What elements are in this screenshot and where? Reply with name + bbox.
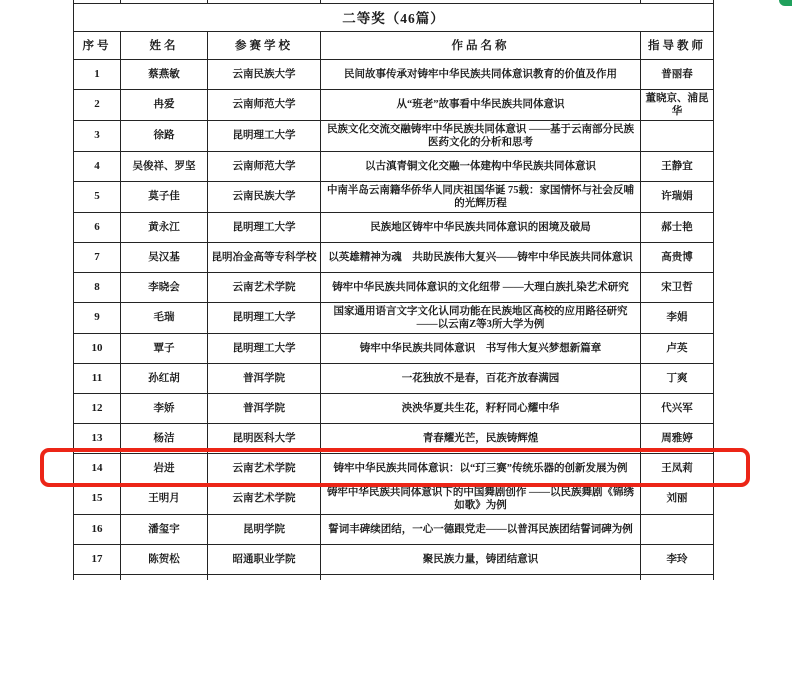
table-row (74, 302, 714, 333)
cell-work-title: 青春耀光芒，民族铸辉煌 (321, 423, 641, 453)
table-row (74, 483, 714, 514)
table-row (74, 393, 714, 423)
table-foot-group (74, 574, 714, 580)
cell-work-title: 聚民族力量，铸团结意识 (321, 544, 641, 574)
header-row (74, 31, 714, 59)
table-row (74, 514, 714, 544)
cell-serial: 7 (74, 242, 121, 272)
column-header-serial: 序号 (74, 31, 121, 59)
cell-advisor: 丁爽 (641, 363, 714, 393)
cell-school: 昆明理工大学 (208, 302, 321, 333)
cell-advisor: 李娟 (641, 302, 714, 333)
cell-work-title: 铸牢中华民族共同体意识下的中国舞剧创作 ——以民族舞剧《锦绣如歌》为例 (321, 483, 641, 514)
cell-school: 云南艺术学院 (208, 272, 321, 302)
cell-school: 昆明学院 (208, 514, 321, 544)
cell-school: 昆明冶金高等专科学校 (208, 242, 321, 272)
column-header-work-title: 作品名称 (321, 31, 641, 59)
column-header-school: 参赛学校 (208, 31, 321, 59)
cell-advisor (641, 120, 714, 151)
cell-work-title: 国家通用语言文字文化认同功能在民族地区高校的应用路径研究——以云南Z等3所大学为例 (321, 302, 641, 333)
cell-work-title: 一花独放不是春，百花齐放春满园 (321, 363, 641, 393)
cell-school: 普洱学院 (208, 393, 321, 423)
cell-advisor (641, 514, 714, 544)
cell-advisor: 董晓京、浦昆华 (641, 89, 714, 120)
green-corner-shape (779, 0, 792, 6)
cell-serial: 5 (74, 181, 121, 212)
cell-school: 昆明理工大学 (208, 120, 321, 151)
cell-school: 云南师范大学 (208, 89, 321, 120)
table-row (74, 363, 714, 393)
cell-work-title: 民族地区铸牢中华民族共同体意识的困境及破局 (321, 212, 641, 242)
cell-serial: 10 (74, 333, 121, 363)
table-row (74, 242, 714, 272)
cell-school: 云南民族大学 (208, 181, 321, 212)
cell-name: 徐路 (121, 120, 208, 151)
cell-work-title: 以古滇青铜文化交融一体建构中华民族共同体意识 (321, 151, 641, 181)
cell-work-title: 铸牢中华民族共同体意识 书写伟大复兴梦想新篇章 (321, 333, 641, 363)
fragment-cell (641, 574, 714, 580)
cell-advisor: 王静宜 (641, 151, 714, 181)
cell-work-title: 民族文化交流交融铸牢中华民族共同体意识 ——基于云南部分民族医药文化的分析和思考 (321, 120, 641, 151)
cell-name: 吴汉基 (121, 242, 208, 272)
table-row (74, 120, 714, 151)
cell-work-title: 铸牢中华民族共同体意识的文化纽带 ——大理白族扎染艺术研究 (321, 272, 641, 302)
cell-work-title: 中南半岛云南籍华侨华人同庆祖国华诞 75载：家国情怀与社会反哺的光辉历程 (321, 181, 641, 212)
table-row (74, 423, 714, 453)
table-row (74, 181, 714, 212)
cell-name: 陈贺松 (121, 544, 208, 574)
cell-advisor: 代兴军 (641, 393, 714, 423)
cell-serial: 14 (74, 453, 121, 483)
cell-advisor: 刘丽 (641, 483, 714, 514)
cell-name: 岩进 (121, 453, 208, 483)
cell-name: 潘玺宇 (121, 514, 208, 544)
cell-school: 云南艺术学院 (208, 453, 321, 483)
cell-name: 覃子 (121, 333, 208, 363)
cell-serial: 1 (74, 59, 121, 89)
cell-advisor: 宋卫哲 (641, 272, 714, 302)
cell-work-title: 以英雄精神为魂 共助民族伟大复兴——铸牢中华民族共同体意识 (321, 242, 641, 272)
cell-name: 蔡燕敏 (121, 59, 208, 89)
cell-name: 王明月 (121, 483, 208, 514)
cell-advisor: 郝士艳 (641, 212, 714, 242)
cell-serial: 17 (74, 544, 121, 574)
table-row (74, 333, 714, 363)
cell-name: 吴俊祥、罗坚 (121, 151, 208, 181)
cell-advisor: 许瑞娟 (641, 181, 714, 212)
cell-serial: 11 (74, 363, 121, 393)
awards-table (73, 0, 714, 580)
cell-school: 普洱学院 (208, 363, 321, 393)
table-body (74, 59, 714, 574)
cell-school: 昆明理工大学 (208, 212, 321, 242)
cell-serial: 15 (74, 483, 121, 514)
table-row (74, 453, 714, 483)
cell-serial: 2 (74, 89, 121, 120)
cell-serial: 9 (74, 302, 121, 333)
table-row (74, 544, 714, 574)
cell-name: 杨洁 (121, 423, 208, 453)
cell-serial: 8 (74, 272, 121, 302)
cell-advisor: 卢英 (641, 333, 714, 363)
cell-serial: 12 (74, 393, 121, 423)
cell-name: 李晓会 (121, 272, 208, 302)
cell-name: 毛瑞 (121, 302, 208, 333)
cell-name: 莫子佳 (121, 181, 208, 212)
cell-school: 云南民族大学 (208, 59, 321, 89)
cell-serial: 16 (74, 514, 121, 544)
table-head-group (74, 0, 714, 59)
cell-school: 昆明医科大学 (208, 423, 321, 453)
cell-work-title: 从“班老”故事看中华民族共同体意识 (321, 89, 641, 120)
cell-advisor: 王凤莉 (641, 453, 714, 483)
cell-advisor: 普丽春 (641, 59, 714, 89)
cell-work-title: 铸牢中华民族共同体意识：以“玎三赛”传统乐器的创新发展为例 (321, 453, 641, 483)
table-row (74, 89, 714, 120)
cell-serial: 3 (74, 120, 121, 151)
column-header-advisor: 指导教师 (641, 31, 714, 59)
fragment-cell (121, 574, 208, 580)
fragment-cell (74, 574, 121, 580)
cell-name: 黄永江 (121, 212, 208, 242)
section-title: 二等奖（46篇） (74, 3, 714, 31)
cell-advisor: 李玲 (641, 544, 714, 574)
cell-work-title: 民间故事传承对铸牢中华民族共同体意识教育的价值及作用 (321, 59, 641, 89)
table-row (74, 59, 714, 89)
cell-serial: 6 (74, 212, 121, 242)
cell-school: 昭通职业学院 (208, 544, 321, 574)
table-row (74, 212, 714, 242)
table-row (74, 272, 714, 302)
cell-advisor: 高贵博 (641, 242, 714, 272)
cell-name: 孙红胡 (121, 363, 208, 393)
table-row (74, 151, 714, 181)
column-header-name: 姓名 (121, 31, 208, 59)
fragment-cell (321, 574, 641, 580)
cell-work-title: 泱泱华夏共生花，籽籽同心耀中华 (321, 393, 641, 423)
cell-serial: 4 (74, 151, 121, 181)
cell-serial: 13 (74, 423, 121, 453)
next-row-fragment (74, 574, 714, 580)
cell-school: 昆明理工大学 (208, 333, 321, 363)
cell-school: 云南艺术学院 (208, 483, 321, 514)
cell-name: 李娇 (121, 393, 208, 423)
cell-school: 云南师范大学 (208, 151, 321, 181)
cell-name: 冉爱 (121, 89, 208, 120)
fragment-cell (208, 574, 321, 580)
cell-work-title: 誓词丰碑续团结，一心一德跟党走——以普洱民族团结誓词碑为例 (321, 514, 641, 544)
cell-advisor: 周雅婷 (641, 423, 714, 453)
section-title-row (74, 3, 714, 31)
